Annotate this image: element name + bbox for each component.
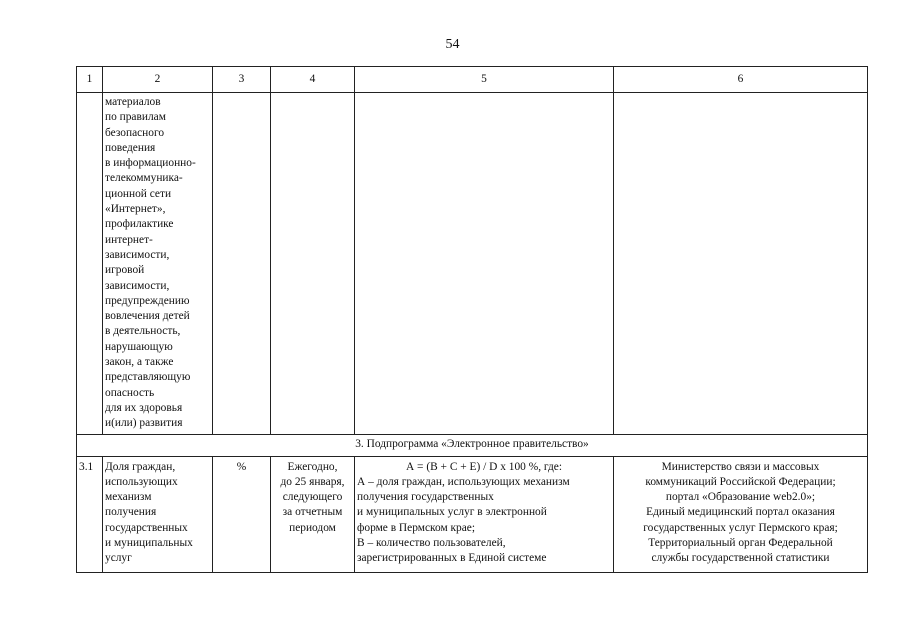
text-line: коммуникаций Российской Федерации; [645, 475, 836, 488]
text-line: ционной сети [105, 187, 172, 200]
text-line: телекоммуника- [105, 172, 183, 185]
text-line: за отчетным [282, 506, 343, 519]
indicator-formula [355, 456, 614, 572]
text-line: предупреждению [105, 294, 190, 307]
text-line: зарегистрированных в Единой системе [357, 552, 547, 565]
indicator-source [614, 456, 868, 572]
text-line: до 25 января, [280, 475, 345, 488]
text-line: получения государственных [357, 491, 494, 504]
text-line: использующих [105, 475, 178, 488]
text-line: для их здоровья [105, 401, 183, 414]
continuation-cell-1 [77, 93, 103, 435]
text-line: Территориальный орган Федеральной [648, 537, 833, 550]
indicator-table [76, 66, 868, 573]
table-row [77, 93, 868, 435]
section-title: 3. Подпрограмма «Электронное правительство» [77, 434, 868, 456]
text-line: нарушающую [105, 340, 173, 353]
text-line: государственных услуг Пермского края; [643, 521, 838, 534]
text-line: портал «Образование web2.0»; [665, 491, 816, 504]
text-line: форме в Пермском крае; [357, 521, 475, 534]
text-line: механизм [105, 491, 152, 504]
continuation-cell-5 [355, 93, 614, 435]
section-row [77, 434, 868, 456]
continuation-cell-4 [271, 93, 355, 435]
indicator-period [271, 456, 355, 572]
continuation-cell-6 [614, 93, 868, 435]
text-line: профилактике [105, 218, 174, 231]
text-line: А – доля граждан, использующих механизм [357, 475, 570, 488]
header-cell-6: 6 [614, 67, 868, 93]
text-line: зависимости, [105, 279, 170, 292]
text-line: материалов [105, 96, 161, 108]
text-line: и(или) развития [105, 417, 183, 430]
indicator-name [103, 456, 213, 572]
text-line: получения [105, 506, 157, 519]
header-cell-5: 5 [355, 67, 614, 93]
text-line: службы государственной статистики [651, 552, 830, 565]
text-line: игровой [105, 264, 145, 277]
text-line: представляющую [105, 371, 191, 384]
text-line: В – количество пользователей, [357, 537, 506, 550]
text-line: «Интернет», [105, 203, 166, 216]
header-cell-2: 2 [103, 67, 213, 93]
text-line: государственных [105, 521, 188, 534]
text-line: и муниципальных [105, 537, 193, 550]
header-cell-4: 4 [271, 67, 355, 93]
text-line: вовлечения детей [105, 310, 190, 323]
table-header-row [77, 67, 868, 93]
text-line: Министерство связи и массовых [661, 460, 820, 473]
continuation-cell-3 [213, 93, 271, 435]
text-line: Единый медицинский портал оказания [646, 506, 835, 519]
text-line: и муниципальных услуг в электронной [357, 506, 547, 519]
table-row [77, 456, 868, 572]
formula-text: А = (В + С + Е) / D x 100 %, где: [405, 460, 563, 473]
text-line: безопасного [105, 126, 165, 139]
text-line: зависимости, [105, 248, 170, 261]
indicator-unit: % [213, 456, 271, 572]
text-line: интернет- [105, 233, 153, 246]
header-cell-1: 1 [77, 67, 103, 93]
text-line: услуг [105, 552, 132, 565]
text-line: поведения [105, 141, 156, 154]
text-line: периодом [289, 521, 336, 534]
text-line: опасность [105, 386, 155, 399]
header-cell-3: 3 [213, 67, 271, 93]
continuation-indicator-name [103, 93, 213, 435]
text-line: Ежегодно, [287, 460, 338, 473]
text-line: следующего [282, 491, 343, 504]
text-line: закон, а также [105, 356, 174, 369]
indicator-number: 3.1 [77, 456, 103, 572]
page-number: 54 [445, 37, 460, 52]
text-line: Доля граждан, [105, 460, 176, 473]
text-line: в информационно- [105, 157, 196, 170]
text-line: в деятельность, [105, 325, 181, 338]
text-line: по правилам [105, 111, 166, 124]
